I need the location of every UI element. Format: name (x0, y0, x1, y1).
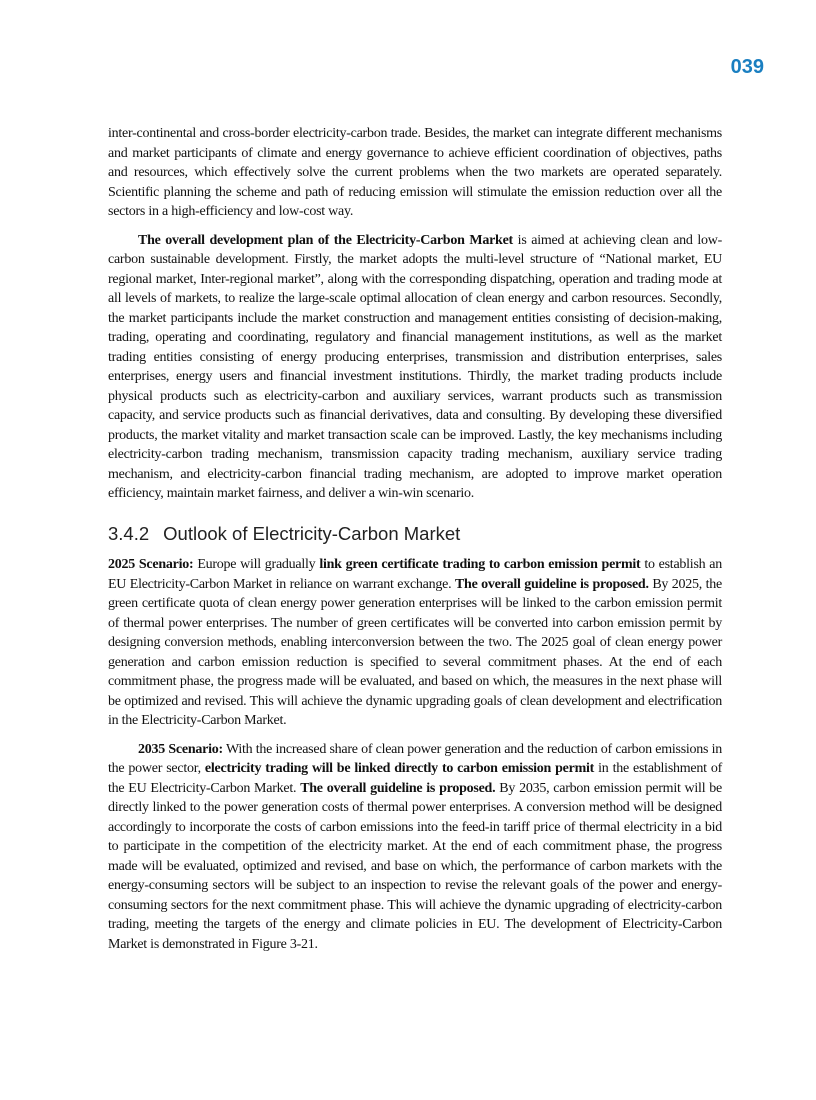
text: is aimed at achieving clean and low-carbon sustainable development. Firstly, the market adopts the multi-level structure of “National market, EU regional market, Inter-regional market”, along with the corresponding dispatching, operation and trading mode at all levels of markets, to realize the large-scale optimal allocation of clean energy and carbon resources. Secondly, the market participants include the market construction and management entities consisting of decision-making, trading, operating and coordinating, regulatory and financial management institutions, as well as the market trading entities consisting of energy producing enterprises, transmission and distribution enterprises, sales enterprises, energy users and financial investment institutions. Thirdly, the market trading products include physical products such as electricity-carbon and auxiliary services, warrant products such as transmission capacity, and service products such as financial derivatives, data and consulting. By developing these diversified products, the market vitality and market transaction scale can be improved. Lastly, the key mechanisms including electricity-carbon trading mechanism, transmission capacity trading mechanism, auxiliary service trading mechanism, and electricity-carbon financial trading mechanism, are adopted to improve market operation efficiency, maintain market fairness, and deliver a win-win scenario. (108, 232, 722, 501)
text: in the establishment of the EU Electricity-Carbon Market. (108, 761, 722, 796)
text: inter-continental and cross-border electricity-carbon trade. Besides, the market can integrate different mechanisms and market participants of climate and energy governance to achieve efficient coordination of objectives, paths and resources, which effectively solve the current problems when the two markets are operated separately. Scientific planning the scheme and path of reducing emission will stimulate the emission reduction over all the sectors in a high-efficiency and low-cost way. (108, 126, 722, 219)
text: Europe will gradually (193, 557, 320, 572)
section-number: 3.4.2 (108, 522, 150, 544)
bold-text: electricity trading will be linked directly to carbon emission permit (204, 761, 595, 776)
section-heading (108, 524, 722, 544)
paragraph-2025-scenario (108, 555, 722, 731)
text: By 2035, carbon emission permit will be directly linked to the power generation costs of thermal power enterprises. A conversion method will be designed accordingly to incorporate the costs of carbon emissions into the feed-in tariff price of thermal electricity in a bid to participate in the competition of the electricity market. At the end of each commitment phase, the progress made will be evaluated, optimized and revised, and base on which, the performance of carbon markets with the energy-consuming sectors will be subject to an inspection to revise the relevant goals of the power and energy-consuming sectors for the next commitment phase. This will achieve the dynamic upgrading of electricity-carbon trading, meeting the targets of the energy and climate policies in EU. The development of Electricity-Carbon Market is demonstrated in Figure 3-21. (108, 780, 722, 952)
bold-text: 2025 Scenario: (108, 557, 194, 572)
page-number: 039 (730, 56, 764, 78)
body-text (108, 124, 722, 963)
text: By 2025, the green certificate quota of clean energy power generation enterprises will be linked to the carbon emission permit of thermal power enterprises. The number of green certificates will be converted into carbon emission permit by designing conversion methods, enabling interconversion between the two. The 2025 goal of clean energy power generation and carbon emission reduction is specified to several commitment phases. At the end of each commitment phase, the progress made will be evaluated, and based on which, the measures in the next phase will be optimized and revised. This will achieve the dynamic upgrading goals of clean development and electrification in the Electricity-Carbon Market. (108, 576, 722, 728)
bold-text: The overall guideline is proposed. (300, 780, 496, 796)
text: to establish an EU Electricity-Carbon Market in reliance on warrant exchange. (108, 557, 722, 592)
bold-text: 2035 Scenario: (138, 741, 223, 757)
bold-text: link green certificate trading to carbon emission permit (319, 557, 641, 572)
paragraph (108, 124, 722, 222)
paragraph (108, 231, 722, 504)
paragraph-2035-scenario (108, 740, 722, 955)
text: With the increased share of clean power generation and the reduction of carbon emissions in the power sector, (108, 741, 722, 776)
section-title: Outlook of Electricity-Carbon Market (163, 522, 461, 544)
bold-text: The overall development plan of the Electricity-Carbon Market (138, 232, 513, 248)
bold-text: The overall guideline is proposed. (454, 576, 649, 592)
